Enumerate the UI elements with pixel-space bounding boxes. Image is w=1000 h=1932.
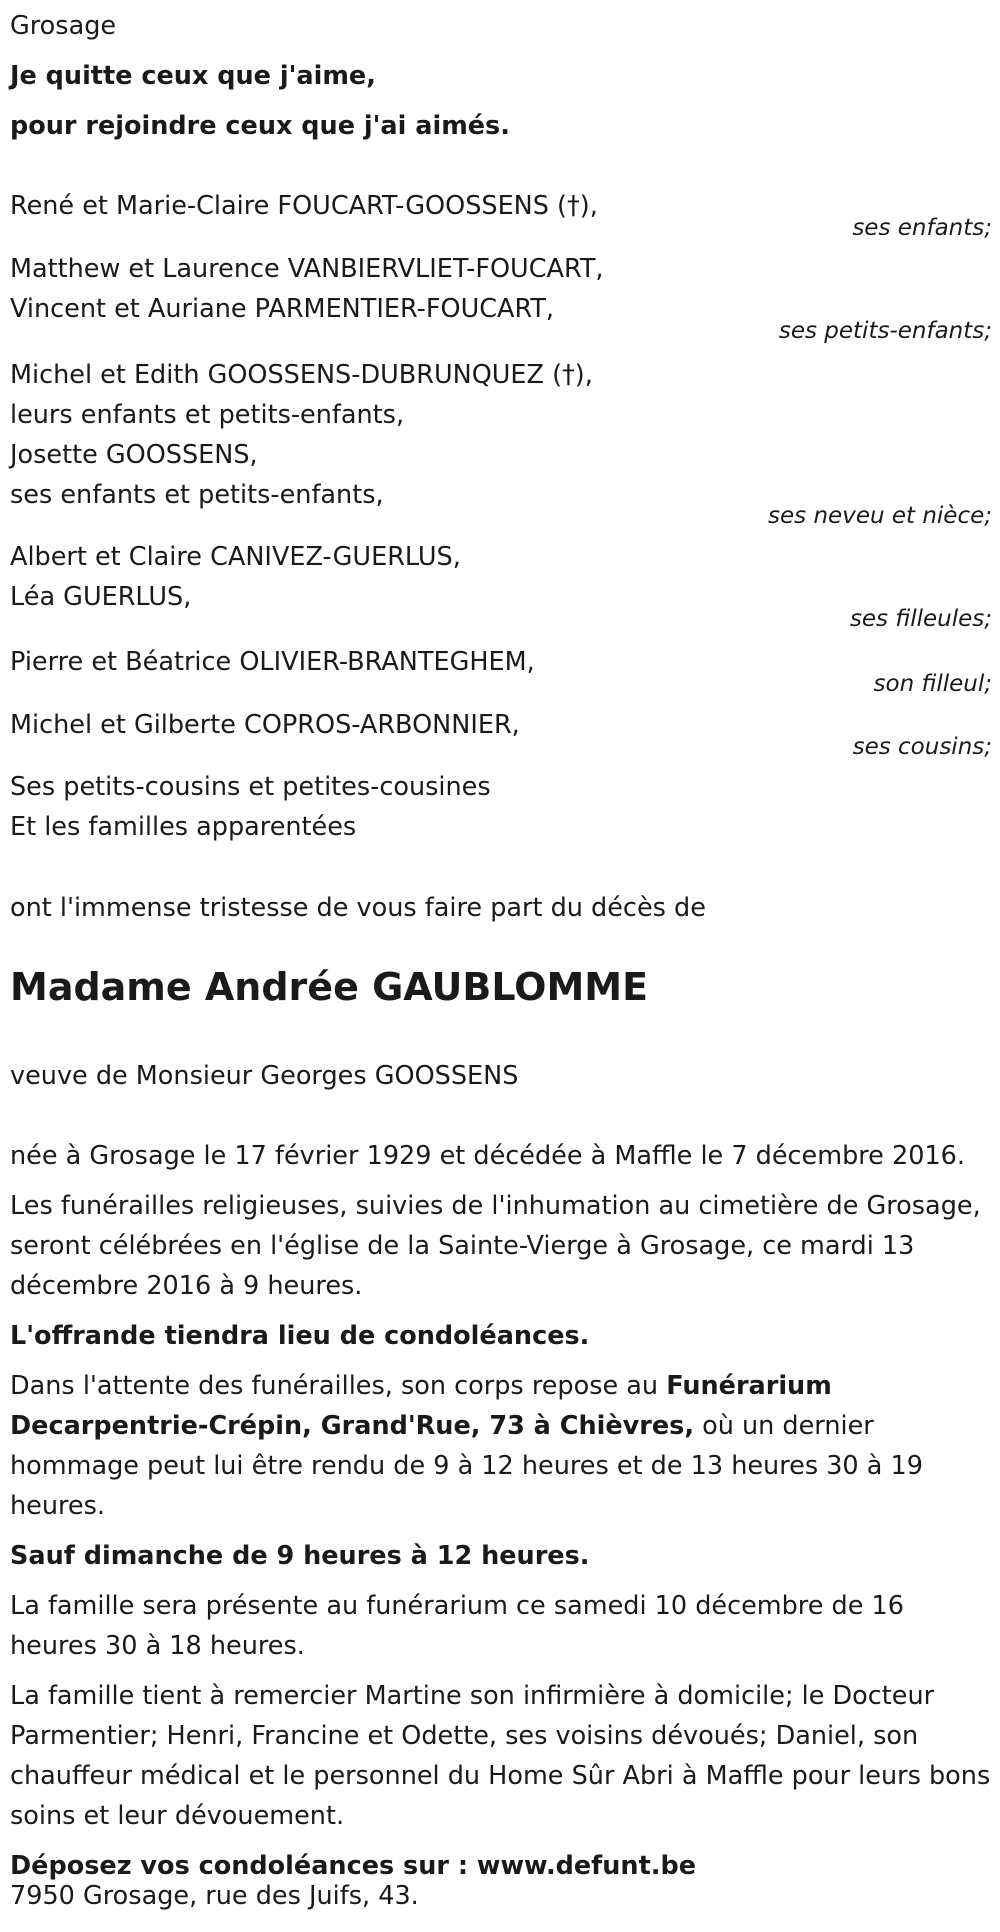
relatives-group <box>10 642 992 702</box>
address: 7950 Grosage, rue des Juifs, 43. <box>10 1881 419 1911</box>
relative-name: Pierre et Béatrice OLIVIER-BRANTEGHEM, <box>10 647 535 677</box>
relatives-group <box>10 249 992 349</box>
town-header: Grosage <box>10 11 117 41</box>
relative-name: René et Marie-Claire FOUCART-GOOSSENS (†), <box>10 191 598 221</box>
birth-death: née à Grosage le 17 février 1929 et décédée à Maffle le 7 décembre 2016. <box>10 1141 965 1171</box>
quote-line-2: pour rejoindre ceux que j'ai aimés. <box>10 111 510 141</box>
deceased-name: Madame Andrée GAUBLOMME <box>10 965 649 1009</box>
relationship-label: ses neveu et nièce; <box>768 503 992 529</box>
service-info: Les funérailles religieuses, suivies de l'inhumation au cimetière de Grosage, seront célébrées en l'église de la Sainte-Vierge à Grosage, ce mardi 13 décembre 2016 à 9 heures. <box>10 1191 981 1301</box>
relationship-label: ses enfants; <box>852 215 992 241</box>
relative-name: Josette GOOSSENS, <box>10 440 258 470</box>
relationship-label: ses filleules; <box>849 606 992 632</box>
relatives-group <box>10 355 992 535</box>
relatives-group <box>10 186 992 246</box>
relative-name: Michel et Gilberte COPROS-ARBONNIER, <box>10 710 520 740</box>
relatives-group <box>10 705 992 765</box>
relative-name: Matthew et Laurence VANBIERVLIET-FOUCART, <box>10 254 604 284</box>
relative-name: Léa GUERLUS, <box>10 582 192 612</box>
family-presence: La famille sera présente au funérarium ce samedi 10 décembre de 16 heures 30 à 18 heures. <box>10 1591 904 1661</box>
extended-family-line: Et les familles apparentées <box>10 812 357 842</box>
relative-name: leurs enfants et petits-enfants, <box>10 400 405 430</box>
relationship-label: son filleul; <box>873 671 992 697</box>
relative-name: ses enfants et petits-enfants, <box>10 480 384 510</box>
relationship-label: ses cousins; <box>852 734 992 760</box>
thanks-paragraph: La famille tient à remercier Martine son infirmière à domicile; le Docteur Parmentier; Henri, Francine et Odette, ses voisins dévoués; Daniel, son chauffeur médical et le personnel du Home Sûr Abri à Maffle pour leurs bons soins et leur dévouement. <box>10 1681 991 1831</box>
repose-suffix: où un dernier hommage peut lui être rendu de 9 à 12 heures et de 13 heures 30 à 19 heures. <box>10 1411 923 1521</box>
sunday-note: Sauf dimanche de 9 heures à 12 heures. <box>10 1541 590 1571</box>
repose-place: Funérarium Decarpentrie-Crépin, Grand'Rue, 73 à Chièvres, <box>10 1371 832 1441</box>
announcement: ont l'immense tristesse de vous faire part du décès de <box>10 893 706 923</box>
relatives-group <box>10 537 992 637</box>
repose-info <box>10 1366 992 1526</box>
offering-note: L'offrande tiendra lieu de condoléances. <box>10 1321 590 1351</box>
condolences-note: Déposez vos condoléances sur : www.defunt.be <box>10 1851 697 1881</box>
quote-line-1: Je quitte ceux que j'aime, <box>10 61 376 91</box>
spouse-line: veuve de Monsieur Georges GOOSSENS <box>10 1061 519 1091</box>
extended-family <box>10 767 992 847</box>
relative-name: Vincent et Auriane PARMENTIER-FOUCART, <box>10 294 555 324</box>
relative-name: Albert et Claire CANIVEZ-GUERLUS, <box>10 542 461 572</box>
extended-family-line: Ses petits-cousins et petites-cousines <box>10 772 491 802</box>
repose-prefix: Dans l'attente des funérailles, son corps repose au <box>10 1371 667 1401</box>
relationship-label: ses petits-enfants; <box>778 318 992 344</box>
funeral-details <box>10 1136 992 1886</box>
relative-name: Michel et Edith GOOSSENS-DUBRUNQUEZ (†), <box>10 360 593 390</box>
